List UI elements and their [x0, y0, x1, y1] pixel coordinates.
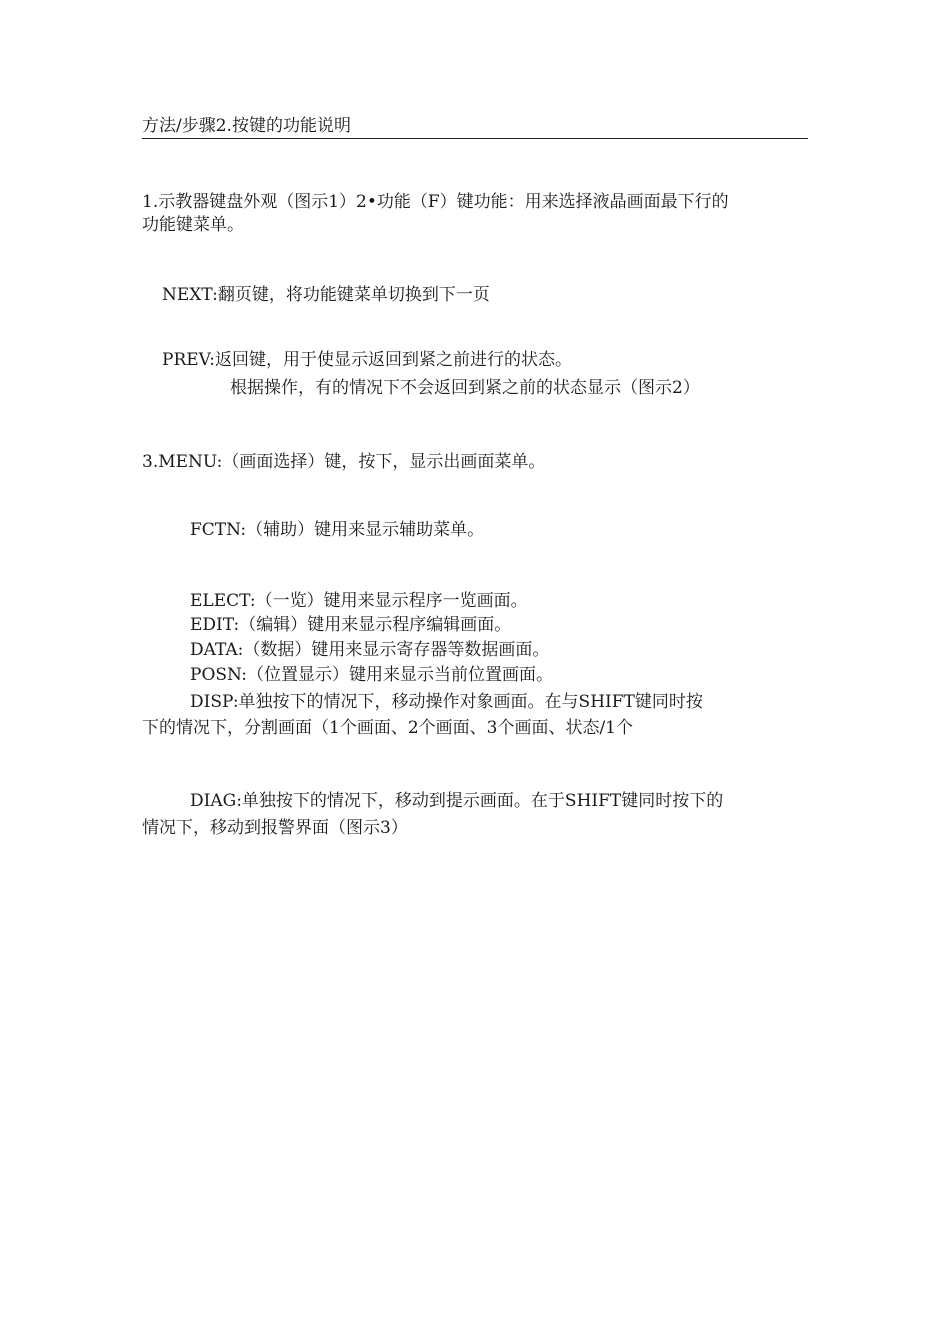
prev-key-description: PREV:返回键，用于使显示返回到紧之前进行的状态。	[162, 350, 572, 370]
data-key-description: DATA:（数据）键用来显示寄存器等数据画面。	[190, 640, 550, 660]
disp-key-description-line1: DISP:单独按下的情况下，移动操作对象画面。在与SHIFT键同时按	[190, 692, 703, 712]
diag-key-description-line2: 情况下，移动到报警界面（图示3）	[142, 818, 408, 838]
item1-line2: 功能键菜单。	[142, 215, 244, 235]
item1-line1: 1.示教器键盘外观（图示1）2•功能（F）键功能：用来选择液晶画面最下行的	[142, 192, 729, 212]
diag-key-description-line1: DIAG:单独按下的情况下，移动到提示画面。在于SHIFT键同时按下的	[190, 791, 724, 811]
fctn-key-description: FCTN:（辅助）键用来显示辅助菜单。	[190, 520, 485, 540]
disp-key-description-line2: 下的情况下，分割画面（1个画面、2个画面、3个画面、状态/1个	[142, 718, 633, 738]
next-key-description: NEXT:翻页键，将功能键菜单切换到下一页	[162, 285, 490, 305]
menu-key-description: 3.MENU:（画面选择）键，按下，显示出画面菜单。	[142, 452, 546, 472]
posn-key-description: POSN:（位置显示）键用来显示当前位置画面。	[190, 665, 554, 685]
edit-key-description: EDIT:（编辑）键用来显示程序编辑画面。	[190, 615, 512, 635]
section-heading: 方法/步骤2.按键的功能说明	[142, 114, 808, 139]
prev-key-note: 根据操作，有的情况下不会返回到紧之前的状态显示（图示2）	[230, 378, 700, 398]
elect-key-description: ELECT:（一览）键用来显示程序一览画面。	[190, 591, 528, 611]
